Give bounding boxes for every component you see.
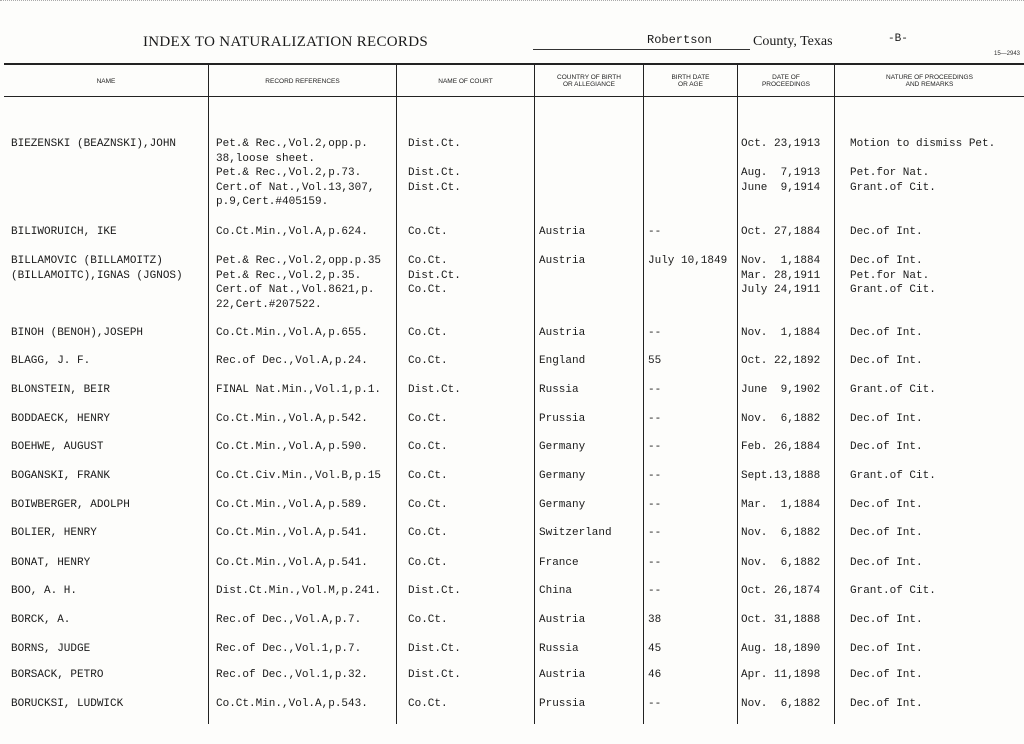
record-cell-birth: -- [648, 226, 662, 238]
record-cell-nature: Motion to dismiss Pet. Pet.for Nat. Grant.of Cit. [850, 138, 996, 194]
record-cell-court: Co.Ct. [408, 413, 448, 425]
record-cell-court: Co.Ct. [408, 355, 448, 367]
record-cell-country: Germany [539, 499, 586, 511]
record-cell-country: Austria [539, 255, 586, 267]
form-number: 15—2943 [994, 51, 1021, 57]
record-cell-record: Co.Ct.Min.,Vol.A,p.655. [216, 327, 368, 339]
record-cell-birth: July 10,1849 [648, 255, 728, 267]
column-header-court: NAME OF COURT [438, 77, 493, 85]
record-cell-name: BILLAMOVIC (BILLAMOITZ) (BILLAMOITC),IGNAS (JGNOS) [11, 255, 183, 282]
county-name: Robertson [647, 33, 712, 47]
record-cell-date: June 9,1902 [741, 384, 821, 396]
record-cell-birth: -- [648, 384, 662, 396]
record-cell-court: Co.Ct. [408, 614, 448, 626]
record-cell-date: Oct. 31,1888 [741, 614, 821, 626]
column-header-record: RECORD REFERENCES [265, 77, 340, 85]
column-divider [208, 64, 209, 724]
record-cell-country: England [539, 355, 586, 367]
record-cell-birth: -- [648, 557, 662, 569]
record-cell-court: Co.Ct. [408, 527, 448, 539]
record-cell-nature: Dec.of Int. [850, 327, 923, 339]
record-cell-nature: Dec.of Int. [850, 499, 923, 511]
record-cell-birth: -- [648, 441, 662, 453]
record-cell-court: Co.Ct. [408, 327, 448, 339]
record-cell-court: Dist.Ct. [408, 643, 461, 655]
record-cell-date: Feb. 26,1884 [741, 441, 821, 453]
record-cell-record: Rec.of Dec.,Vol.1,p.7. [216, 643, 362, 655]
record-cell-court: Co.Ct. [408, 470, 448, 482]
record-cell-country: Austria [539, 327, 586, 339]
column-divider [737, 64, 738, 724]
record-cell-country: Austria [539, 226, 586, 238]
record-cell-court: Co.Ct. [408, 698, 448, 710]
record-cell-nature: Grant.of Cit. [850, 585, 936, 597]
record-cell-record: Co.Ct.Min.,Vol.A,p.541. [216, 557, 368, 569]
record-cell-country: Austria [539, 614, 586, 626]
record-cell-name: BLAGG, J. F. [11, 355, 91, 367]
record-cell-nature: Dec.of Int. [850, 226, 923, 238]
record-cell-court: Dist.Ct. [408, 384, 461, 396]
record-cell-date: Oct. 22,1892 [741, 355, 821, 367]
column-header-nature: NATURE OF PROCEEDINGS AND REMARKS [886, 74, 973, 88]
record-cell-court: Co.Ct. [408, 441, 448, 453]
record-cell-date: Oct. 27,1884 [741, 226, 821, 238]
record-cell-record: Rec.of Dec.,Vol.A,p.24. [216, 355, 368, 367]
record-cell-record: Co.Ct.Min.,Vol.A,p.590. [216, 441, 368, 453]
record-cell-record: Pet.& Rec.,Vol.2,opp.p.35 Pet.& Rec.,Vol.2,p.35. Cert.of Nat.,Vol.8621,p. 22,Cert.#207522. [216, 255, 382, 311]
record-cell-birth: -- [648, 527, 662, 539]
record-cell-record: Co.Ct.Min.,Vol.A,p.624. [216, 226, 368, 238]
county-label: County, Texas [753, 34, 833, 49]
record-cell-name: BODDAECK, HENRY [11, 413, 111, 425]
record-cell-date: Nov. 6,1882 [741, 413, 821, 425]
record-cell-birth: -- [648, 698, 662, 710]
top-edge-dots [0, 0, 1024, 5]
record-cell-country: Germany [539, 441, 586, 453]
record-cell-country: Prussia [539, 413, 586, 425]
record-cell-name: BLONSTEIN, BEIR [11, 384, 111, 396]
header-bottom-rule [4, 96, 1024, 97]
record-cell-birth: -- [648, 585, 662, 597]
record-cell-name: BILIWORUICH, IKE [11, 226, 117, 238]
record-cell-date: Nov. 1,1884 [741, 327, 821, 339]
column-header-birth: BIRTH DATE OR AGE [671, 74, 710, 88]
record-cell-country: Germany [539, 470, 586, 482]
record-cell-nature: Dec.of Int. Pet.for Nat. Grant.of Cit. [850, 255, 936, 296]
record-cell-birth: 38 [648, 614, 662, 626]
record-cell-nature: Grant.of Cit. [850, 384, 936, 396]
record-cell-name: BIEZENSKI (BEAZNSKI),JOHN [11, 138, 177, 150]
record-cell-name: BOIWBERGER, ADOLPH [11, 499, 130, 511]
record-cell-record: Co.Ct.Min.,Vol.A,p.543. [216, 698, 368, 710]
record-cell-birth: 45 [648, 643, 662, 655]
record-cell-name: BORCK, A. [11, 614, 71, 626]
record-cell-record: Dist.Ct.Min.,Vol.M,p.241. [216, 585, 382, 597]
record-cell-country: Austria [539, 669, 586, 681]
record-cell-country: China [539, 585, 573, 597]
column-divider [396, 64, 397, 724]
record-cell-name: BORNS, JUDGE [11, 643, 91, 655]
record-cell-court: Co.Ct. [408, 557, 448, 569]
record-cell-nature: Dec.of Int. [850, 614, 923, 626]
record-cell-country: France [539, 557, 579, 569]
record-cell-court: Co.Ct. [408, 226, 448, 238]
record-cell-date: Oct. 23,1913 Aug. 7,1913 June 9,1914 [741, 138, 821, 194]
record-cell-record: Co.Ct.Min.,Vol.A,p.542. [216, 413, 368, 425]
record-cell-record: Co.Ct.Min.,Vol.A,p.541. [216, 527, 368, 539]
record-cell-birth: -- [648, 327, 662, 339]
record-cell-nature: Dec.of Int. [850, 355, 923, 367]
record-cell-birth: -- [648, 470, 662, 482]
column-divider [534, 64, 535, 724]
record-cell-date: Nov. 1,1884 Mar. 28,1911 July 24,1911 [741, 255, 821, 296]
record-cell-name: BINOH (BENOH),JOSEPH [11, 327, 144, 339]
record-cell-birth: 55 [648, 355, 662, 367]
record-cell-name: BOEHWE, AUGUST [11, 441, 104, 453]
record-cell-date: Mar. 1,1884 [741, 499, 821, 511]
record-cell-record: FINAL Nat.Min.,Vol.1,p.1. [216, 384, 382, 396]
record-cell-birth: -- [648, 499, 662, 511]
record-cell-record: Rec.of Dec.,Vol.1,p.32. [216, 669, 368, 681]
record-cell-date: Nov. 6,1882 [741, 557, 821, 569]
record-cell-nature: Dec.of Int. [850, 698, 923, 710]
page-title: INDEX TO NATURALIZATION RECORDS [143, 34, 428, 50]
record-cell-birth: -- [648, 413, 662, 425]
record-cell-date: Nov. 6,1882 [741, 698, 821, 710]
record-cell-nature: Dec.of Int. [850, 643, 923, 655]
column-divider [643, 64, 644, 724]
record-cell-name: BORSACK, PETRO [11, 669, 104, 681]
record-cell-country: Russia [539, 643, 579, 655]
record-cell-date: Nov. 6,1882 [741, 527, 821, 539]
record-cell-birth: 46 [648, 669, 662, 681]
record-cell-date: Oct. 26,1874 [741, 585, 821, 597]
record-cell-name: BOLIER, HENRY [11, 527, 97, 539]
record-cell-court: Dist.Ct. Dist.Ct. Dist.Ct. [408, 138, 461, 194]
record-cell-country: Switzerland [539, 527, 612, 539]
record-cell-record: Rec.of Dec.,Vol.A,p.7. [216, 614, 362, 626]
county-underline [533, 49, 750, 50]
sheet-letter: -B- [888, 33, 908, 45]
header-top-rule [4, 63, 1024, 65]
column-header-date: DATE OF PROCEEDINGS [761, 74, 811, 88]
record-cell-country: Prussia [539, 698, 586, 710]
record-cell-court: Co.Ct. [408, 499, 448, 511]
record-cell-nature: Dec.of Int. [850, 413, 923, 425]
record-cell-record: Co.Ct.Min.,Vol.A,p.589. [216, 499, 368, 511]
record-cell-date: Apr. 11,1898 [741, 669, 821, 681]
record-cell-nature: Dec.of Int. [850, 669, 923, 681]
record-cell-date: Aug. 18,1890 [741, 643, 821, 655]
record-cell-nature: Dec.of Int. [850, 441, 923, 453]
record-cell-name: BONAT, HENRY [11, 557, 91, 569]
record-cell-date: Sept.13,1888 [741, 470, 821, 482]
record-cell-record: Co.Ct.Civ.Min.,Vol.B,p.15 [216, 470, 382, 482]
record-cell-name: BOGANSKI, FRANK [11, 470, 111, 482]
record-cell-court: Dist.Ct. [408, 669, 461, 681]
record-cell-court: Dist.Ct. [408, 585, 461, 597]
record-cell-court: Co.Ct. Dist.Ct. Co.Ct. [408, 255, 461, 296]
record-cell-nature: Dec.of Int. [850, 527, 923, 539]
column-header-name: NAME [96, 77, 116, 85]
record-cell-name: BORUCKSI, LUDWICK [11, 698, 124, 710]
record-cell-name: BOO, A. H. [11, 585, 78, 597]
record-cell-record: Pet.& Rec.,Vol.2,opp.p. 38,loose sheet. Pet.& Rec.,Vol.2,p.73. Cert.of Nat.,Vol.13,307, p.9,Cert.#405159. [216, 138, 375, 208]
record-cell-nature: Grant.of Cit. [850, 470, 936, 482]
record-cell-country: Russia [539, 384, 579, 396]
column-header-country: COUNTRY OF BIRTH OR ALLEGIANCE [557, 74, 621, 88]
record-cell-nature: Dec.of Int. [850, 557, 923, 569]
column-divider [834, 64, 835, 724]
